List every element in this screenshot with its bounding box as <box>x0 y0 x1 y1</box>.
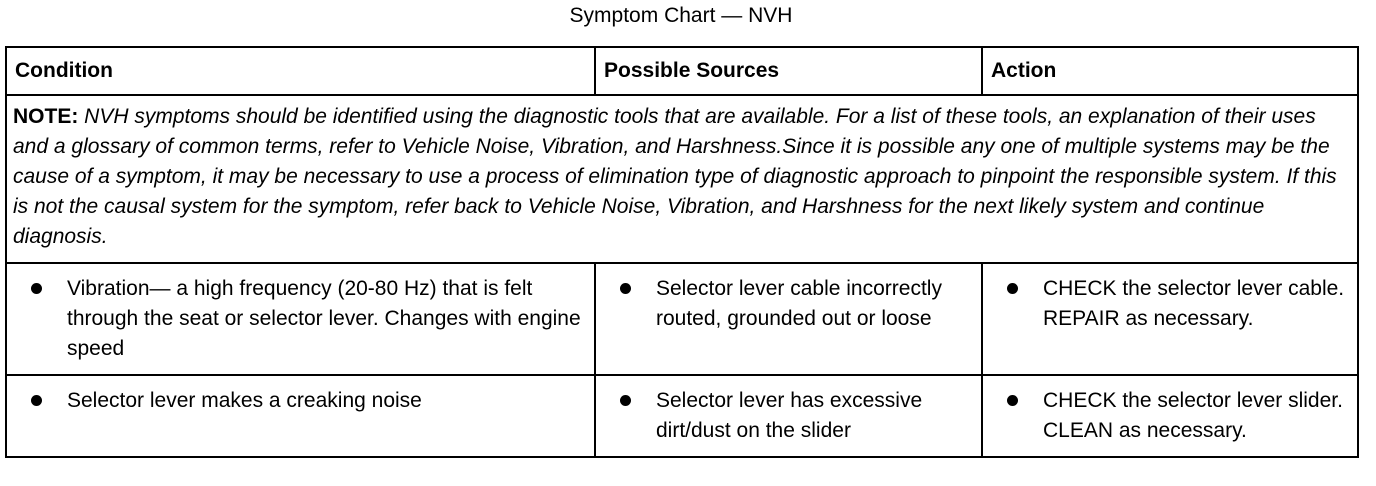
source-text: Selector lever cable incorrectly routed, grounded out or loose <box>656 277 942 330</box>
note-row <box>6 95 1358 263</box>
action-cell <box>982 375 1358 457</box>
column-header-sources: Possible Sources <box>595 47 982 95</box>
header-row <box>6 47 1358 95</box>
condition-text: Vibration— a high frequency (20-80 Hz) that is felt through the seat or selector lever. Changes with engine speed <box>67 277 581 360</box>
column-header-action: Action <box>982 47 1358 95</box>
chart-title: Symptom Chart — NVH <box>569 4 793 27</box>
note-text: NVH symptoms should be identified using the diagnostic tools that are available. For a list of these tools, an explanation of their uses and a glossary of common terms, refer to Vehicle Noise, Vibration, and Harshness.Since it is possible any one of multiple systems may be the cause of a symptom, it may be necessary to use a process of elimination type of diagnostic approach to pinpoint the responsible system. If this is not the causal system for the symptom, refer back to Vehicle Noise, Vibration, and Harshness for the next likely system and continue diagnosis. <box>13 105 1337 248</box>
condition-cell <box>6 263 595 375</box>
note-label: NOTE: <box>13 105 79 128</box>
condition-text: Selector lever makes a creaking noise <box>67 389 422 412</box>
bullet-icon <box>1007 395 1018 406</box>
bullet-icon <box>620 395 631 406</box>
bullet-icon <box>620 283 631 294</box>
source-cell <box>595 263 982 375</box>
symptom-table <box>5 46 1359 458</box>
action-text: CHECK the selector lever cable. REPAIR as necessary. <box>1043 277 1345 330</box>
table-row <box>6 263 1358 375</box>
table-row <box>6 375 1358 457</box>
source-text: Selector lever has excessive dirt/dust on the slider <box>656 389 923 442</box>
bullet-icon <box>31 395 42 406</box>
condition-cell <box>6 375 595 457</box>
bullet-icon <box>1007 283 1018 294</box>
action-cell <box>982 263 1358 375</box>
note-cell <box>6 95 1358 263</box>
action-text: CHECK the selector lever slider. CLEAN as necessary. <box>1043 389 1343 442</box>
bullet-icon <box>31 283 42 294</box>
source-cell <box>595 375 982 457</box>
column-header-condition: Condition <box>6 47 595 95</box>
